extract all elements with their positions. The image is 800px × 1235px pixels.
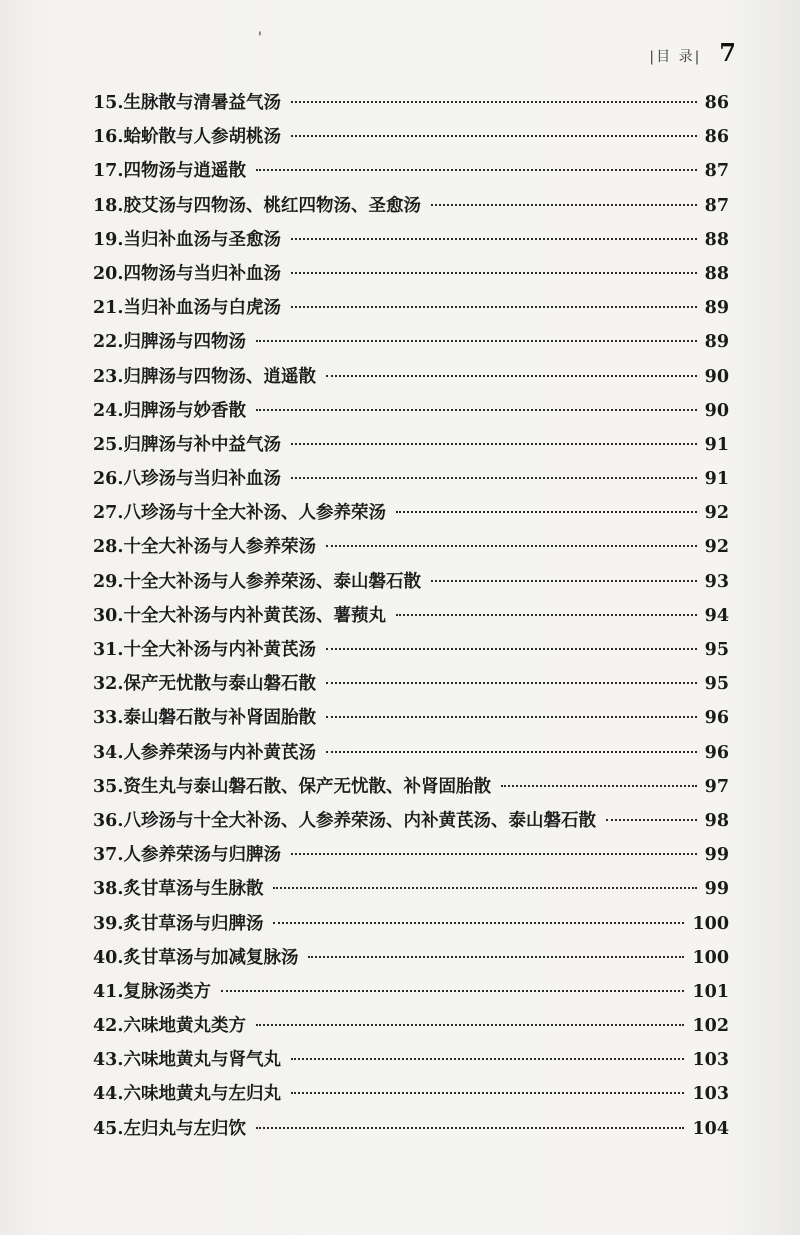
toc-entry-page: 99 [704, 879, 729, 900]
dot-leader [431, 580, 697, 582]
toc-entry-page: 103 [692, 1050, 729, 1071]
toc-entry-title: 当归补血汤与白虎汤 [123, 298, 281, 319]
toc-entry-title: 十全大补汤与人参养荣汤、泰山磐石散 [123, 571, 421, 592]
page-number: 7 [719, 38, 736, 67]
toc-entry-number: 19. [93, 229, 124, 250]
toc-entry-page: 87 [704, 195, 729, 216]
toc-entry-page: 95 [704, 674, 729, 695]
dot-leader [291, 306, 697, 308]
toc-entry-title: 归脾汤与妙香散 [123, 400, 246, 421]
toc-entry [93, 1080, 729, 1114]
toc-entry-number: 29. [93, 571, 124, 592]
toc-entry [93, 1115, 729, 1149]
toc-entry-page: 87 [704, 161, 729, 182]
toc-entry-title: 八珍汤与十全大补汤、人参养荣汤、内补黄芪汤、泰山磐石散 [123, 810, 596, 831]
toc-entry-number: 41. [93, 981, 124, 1002]
dot-leader [221, 990, 685, 992]
toc-entry [93, 875, 729, 909]
toc-entry-number: 20. [93, 263, 124, 284]
toc-entry [93, 1012, 729, 1046]
toc-entry-title: 四物汤与逍遥散 [123, 161, 246, 182]
toc-entry-page: 95 [704, 640, 729, 660]
dot-leader [291, 853, 697, 855]
dot-leader [291, 443, 697, 445]
toc-entry [93, 294, 729, 328]
toc-entry-page: 96 [704, 742, 729, 763]
toc-entry-page: 103 [692, 1084, 729, 1105]
toc-entry-number: 43. [93, 1050, 124, 1071]
toc-entry-number: 42. [93, 1016, 124, 1037]
toc-entry-page: 94 [704, 605, 729, 626]
toc-entry-page: 90 [704, 400, 729, 421]
toc-entry-number: 24. [93, 400, 124, 421]
toc-entry-page: 93 [704, 571, 729, 592]
toc-entry-page: 102 [692, 1016, 729, 1037]
toc-entry-title: 蛤蚧散与人参胡桃汤 [123, 127, 281, 148]
dot-leader [308, 956, 684, 958]
toc-entry-page: 89 [704, 332, 729, 353]
dot-leader [291, 1058, 685, 1060]
toc-entry-number: 17. [93, 161, 124, 182]
toc-entry [93, 157, 729, 191]
toc-entry [93, 739, 729, 773]
toc-entry-title: 四物汤与当归补血汤 [123, 263, 281, 284]
toc-entry-page: 88 [704, 229, 729, 250]
toc-entry-number: 27. [93, 503, 124, 524]
toc-entry-number: 15. [93, 93, 124, 113]
toc-entry-page: 96 [704, 708, 729, 729]
toc-entry-title: 六味地黄丸类方 [123, 1016, 246, 1037]
toc-entry-page: 90 [704, 366, 729, 387]
toc-entry-number: 33. [93, 708, 124, 729]
toc-entry-number: 39. [93, 913, 124, 934]
toc-entry-page: 92 [704, 503, 729, 524]
toc-entry-page: 92 [704, 537, 729, 558]
toc-entry-title: 保产无忧散与泰山磐石散 [123, 674, 316, 695]
toc-entry-number: 23. [93, 366, 124, 387]
toc-entry-title: 归脾汤与四物汤 [123, 332, 246, 353]
toc-entry [93, 602, 729, 636]
dot-leader [431, 204, 697, 206]
toc-entry [93, 499, 729, 533]
toc-entry-page: 91 [704, 434, 729, 455]
toc-entry [93, 89, 729, 123]
toc-entry-title: 归脾汤与补中益气汤 [123, 434, 281, 455]
toc-entry-title: 炙甘草汤与归脾汤 [123, 913, 264, 934]
dot-leader [396, 511, 697, 513]
dot-leader [256, 409, 697, 411]
toc-entry-number: 28. [93, 537, 124, 558]
toc-entry [93, 465, 729, 499]
dot-leader [606, 819, 697, 821]
dot-leader [501, 785, 697, 787]
toc-entry-number: 38. [93, 879, 124, 900]
toc-entry [93, 636, 729, 670]
dot-leader [326, 682, 697, 684]
toc-entry-title: 六味地黄丸与左归丸 [123, 1084, 281, 1105]
toc-entry-title: 生脉散与清暑益气汤 [123, 93, 281, 113]
toc-entry-page: 100 [692, 913, 729, 934]
toc-entry-number: 25. [93, 434, 124, 455]
toc-entry [93, 841, 729, 875]
dot-leader [291, 238, 697, 240]
stray-mark: ' [258, 30, 262, 46]
dot-leader [291, 101, 697, 103]
toc-entry-number: 40. [93, 947, 124, 968]
toc-entry-number: 22. [93, 332, 124, 353]
dot-leader [256, 340, 697, 342]
toc-entry-title: 人参养荣汤与归脾汤 [123, 845, 281, 866]
toc-entry-title: 人参养荣汤与内补黄芪汤 [123, 742, 316, 763]
toc-entry-title: 泰山磐石散与补肾固胎散 [123, 708, 316, 729]
toc-entry-page: 88 [704, 263, 729, 284]
dot-leader [326, 545, 697, 547]
toc-entry-title: 十全大补汤与内补黄芪汤、薯蓣丸 [123, 605, 386, 626]
toc-entry-title: 六味地黄丸与肾气丸 [123, 1050, 281, 1071]
dot-leader [326, 375, 697, 377]
toc-entry-title: 炙甘草汤与加减复脉汤 [123, 947, 299, 968]
dot-leader [291, 135, 697, 137]
toc-entry [93, 363, 729, 397]
dot-leader [396, 614, 697, 616]
section-label: |目 录| [649, 49, 702, 65]
toc-entry [93, 431, 729, 465]
toc-entry-page: 100 [692, 947, 729, 968]
toc-entry-title: 八珍汤与当归补血汤 [123, 469, 281, 490]
toc-entry [93, 397, 729, 431]
toc-entry [93, 226, 729, 260]
toc-entry-number: 26. [93, 469, 124, 490]
dot-leader [256, 1127, 685, 1129]
toc-entry [93, 704, 729, 738]
toc-entry-page: 104 [692, 1118, 729, 1139]
toc-entry-title: 十全大补汤与人参养荣汤 [123, 537, 316, 558]
toc-entry-number: 34. [93, 742, 124, 763]
dot-leader [291, 477, 697, 479]
toc-entry-number: 32. [93, 674, 124, 695]
toc-entry-title: 当归补血汤与圣愈汤 [123, 229, 281, 250]
toc-entry-page: 97 [704, 776, 729, 797]
toc-entry-number: 45. [93, 1118, 124, 1139]
table-of-contents [93, 89, 729, 1149]
dot-leader [256, 169, 697, 171]
toc-entry-title: 复脉汤类方 [123, 981, 211, 1002]
dot-leader [273, 922, 684, 924]
toc-entry-number: 31. [93, 640, 124, 660]
toc-entry-page: 99 [704, 845, 729, 866]
toc-entry-page: 101 [692, 981, 729, 1002]
toc-entry [93, 910, 729, 944]
toc-entry-page: 91 [704, 469, 729, 490]
toc-entry [93, 978, 729, 1012]
toc-entry [93, 328, 729, 362]
toc-entry [93, 533, 729, 567]
toc-entry-title: 十全大补汤与内补黄芪汤 [123, 640, 316, 660]
dot-leader [291, 1092, 685, 1094]
toc-entry-title: 八珍汤与十全大补汤、人参养荣汤 [123, 503, 386, 524]
toc-entry [93, 807, 729, 841]
toc-entry-title: 炙甘草汤与生脉散 [123, 879, 264, 900]
toc-entry [93, 944, 729, 978]
toc-entry-number: 18. [93, 195, 124, 216]
toc-entry-page: 89 [704, 298, 729, 319]
toc-entry [93, 192, 729, 226]
toc-entry-number: 35. [93, 776, 124, 797]
toc-entry-page: 98 [704, 810, 729, 831]
dot-leader [326, 648, 697, 650]
dot-leader [256, 1024, 685, 1026]
toc-entry-page: 86 [704, 127, 729, 148]
toc-entry-number: 36. [93, 810, 124, 831]
dot-leader [291, 272, 697, 274]
toc-entry [93, 773, 729, 807]
page-header [649, 38, 736, 67]
toc-entry-title: 资生丸与泰山磐石散、保产无忧散、补肾固胎散 [123, 776, 491, 797]
dot-leader [273, 887, 696, 889]
toc-entry-title: 胶艾汤与四物汤、桃红四物汤、圣愈汤 [123, 195, 421, 216]
toc-entry [93, 1046, 729, 1080]
toc-entry [93, 670, 729, 704]
toc-entry-number: 44. [93, 1084, 124, 1105]
toc-entry-title: 归脾汤与四物汤、逍遥散 [123, 366, 316, 387]
dot-leader [326, 751, 697, 753]
toc-entry [93, 260, 729, 294]
toc-entry-number: 30. [93, 605, 124, 626]
toc-entry-page: 86 [704, 93, 729, 113]
toc-entry-number: 16. [93, 127, 124, 148]
toc-entry [93, 568, 729, 602]
toc-entry-title: 左归丸与左归饮 [123, 1118, 246, 1139]
toc-entry-number: 37. [93, 845, 124, 866]
toc-entry-number: 21. [93, 298, 124, 319]
toc-entry [93, 123, 729, 157]
dot-leader [326, 716, 697, 718]
